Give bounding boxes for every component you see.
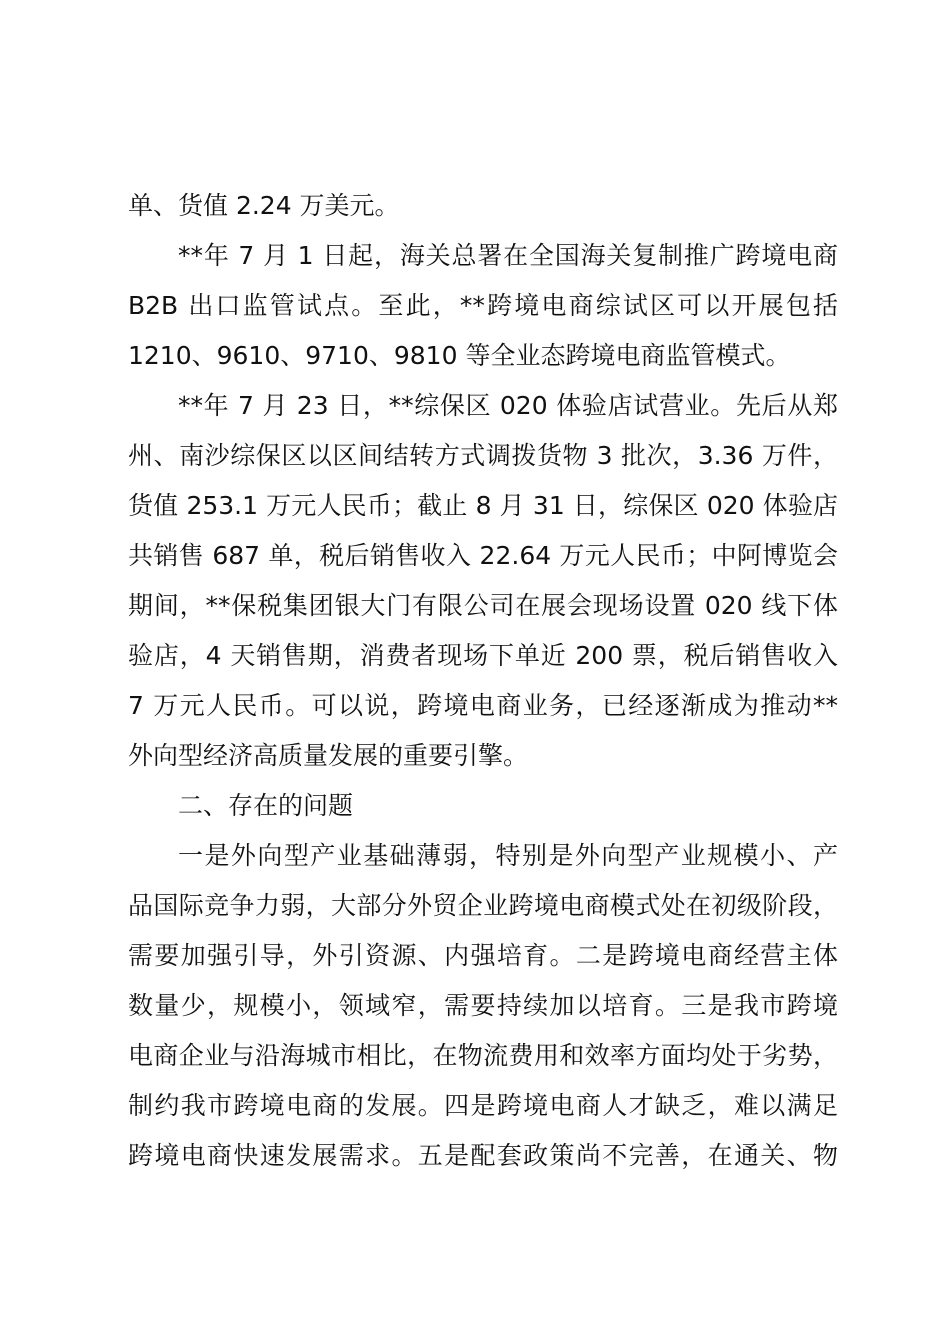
section-heading: 二、存在的问题 [178, 791, 354, 820]
text-line: 数量少，规模小，领域窄，需要持续加以培育。三是我市跨境 [128, 991, 838, 1020]
text-line: 7 万元人民币。可以说，跨境电商业务，已经逐渐成为推动** [128, 691, 838, 720]
text-line: 跨境电商快速发展需求。五是配套政策尚不完善，在通关、物 [128, 1141, 838, 1170]
text-line: 需要加强引导，外引资源、内强培育。二是跨境电商经营主体 [128, 941, 838, 970]
text-line: 验店，4 天销售期，消费者现场下单近 200 票，税后销售收入 [128, 641, 838, 670]
paragraph-first-line: **年 7 月 1 日起，海关总署在全国海关复制推广跨境电商 [178, 241, 838, 270]
text-line: 州、南沙综保区以区间结转方式调拨货物 3 批次，3.36 万件， [128, 441, 838, 470]
text-line: 品国际竞争力弱，大部分外贸企业跨境电商模式处在初级阶段， [128, 891, 838, 920]
text-line: 外向型经济高质量发展的重要引擎。 [128, 741, 529, 770]
text-line: 电商企业与沿海城市相比，在物流费用和效率方面均处于劣势， [128, 1041, 838, 1070]
text-line: B2B 出口监管试点。至此，**跨境电商综试区可以开展包括 [128, 291, 838, 320]
text-line: 共销售 687 单，税后销售收入 22.64 万元人民币；中阿博览会 [128, 541, 838, 570]
text-line: 制约我市跨境电商的发展。四是跨境电商人才缺乏，难以满足 [128, 1091, 838, 1120]
text-line: 1210、9610、9710、9810 等全业态跨境电商监管模式。 [128, 341, 791, 370]
paragraph-first-line: **年 7 月 23 日，**综保区 020 体验店试营业。先后从郑 [178, 391, 838, 420]
text-line: 货值 253.1 万元人民币；截止 8 月 31 日，综保区 020 体验店 [128, 491, 838, 520]
text-line: 期间，**保税集团银大门有限公司在展会现场设置 020 线下体 [128, 591, 838, 620]
paragraph-first-line: 一是外向型产业基础薄弱，特别是外向型产业规模小、产 [178, 841, 838, 870]
text-line: 单、货值 2.24 万美元。 [128, 191, 400, 220]
